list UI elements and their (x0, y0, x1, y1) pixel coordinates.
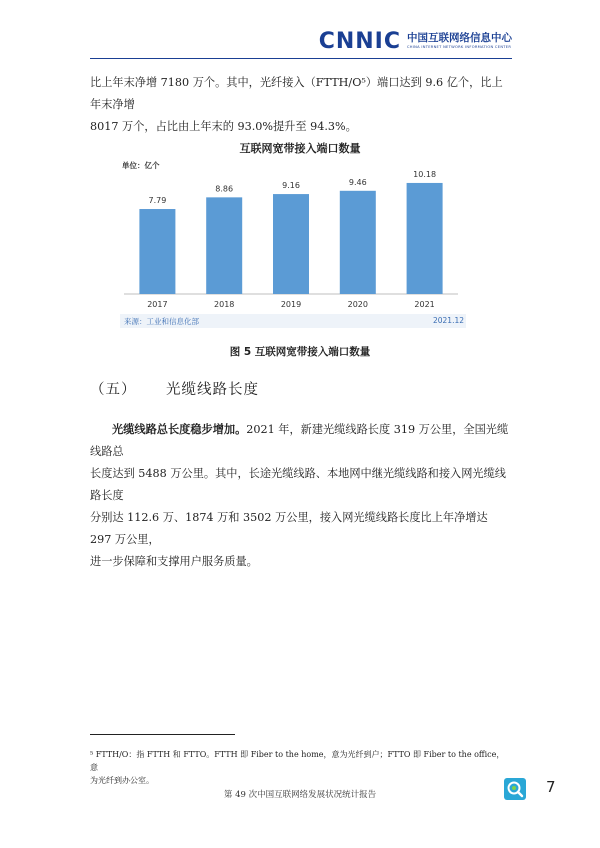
paragraph-1-line-2: 8017 万个，占比由上年末的 93.0%提升至 94.3%。 (90, 120, 357, 133)
chart-plot (120, 134, 480, 314)
footnote-rule (90, 734, 235, 735)
paragraph-1 (90, 72, 510, 138)
paragraph-2-lead: 光缆线路总长度稳步增加。 (112, 422, 247, 436)
page-number: 7 (546, 778, 556, 796)
x-tick-2017: 2017 (147, 300, 168, 309)
paragraph-2-line-4: 进一步保障和支撑用户服务质量。 (90, 555, 258, 568)
chart-source: 来源：工业和信息化部 (124, 317, 199, 326)
footnote (90, 748, 510, 787)
footer-report-title: 第 49 次中国互联网络发展状况统计报告 (223, 790, 377, 800)
chart-date: 2021.12 (432, 316, 464, 325)
footnote-line-1: ⁵ FTTH/O：指 FTTH 和 FTTO。FTTH 即 Fiber to the home，意为光纤到户；FTTO 即 Fiber to the office，意 (90, 750, 505, 772)
section-number: （五） (90, 382, 137, 398)
bar-2018 (206, 197, 242, 294)
paragraph-2-line-1 (90, 418, 510, 463)
figure-caption: 图 5 互联网宽带接入端口数量 (229, 346, 371, 358)
org-name-block (407, 32, 512, 50)
x-tick-2021: 2021 (414, 300, 435, 309)
x-tick-2019: 2019 (280, 300, 302, 309)
paragraph-1-line-1: 比上年末净增 7180 万个。其中，光纤接入（FTTH/O⁵）端口达到 9.6 亿个，比上年末净增 (90, 76, 503, 111)
paragraph-2 (90, 418, 510, 573)
footnote-line-2: 为光纤到办公室。 (90, 776, 154, 785)
chart-unit-label: 单位：亿个 (122, 161, 160, 170)
x-tick-2020: 2020 (347, 300, 368, 309)
org-name-cn: 中国互联网络信息中心 (407, 32, 512, 44)
x-tick-2018: 2018 (214, 300, 235, 309)
data-label-2017: 7.79 (148, 196, 167, 206)
paragraph-2-line-3: 分别达 112.6 万、1874 万和 3502 万公里，接入网光缆线路长度比上年净增达 297 万公里， (90, 511, 488, 546)
section-heading (90, 378, 259, 399)
bar-chart (120, 134, 480, 330)
data-label-2020: 9.46 (348, 177, 367, 187)
bar-2019 (273, 194, 309, 294)
data-label-2021: 10.18 (413, 169, 437, 179)
header-logo (319, 28, 512, 54)
bar-2021 (407, 183, 443, 294)
chart-source-bar (120, 314, 466, 328)
header-rule (90, 58, 512, 59)
cnnic-logo: CNNIC (318, 28, 401, 54)
data-label-2019: 9.16 (282, 181, 300, 191)
paragraph-2-line-2: 长度达到 5488 万公里。其中，长途光缆线路、本地网中继光缆线路和接入网光缆线路长度 (90, 467, 506, 502)
section-title: 光缆线路长度 (166, 382, 259, 398)
bar-2020 (340, 191, 376, 294)
magnifier-logo-icon (504, 778, 526, 800)
bar-2017 (139, 209, 175, 294)
paragraph-2-line-1-rest: 2021 年，新建光缆线路长度 319 万公里，全国光缆线路总 (90, 423, 509, 458)
data-label-2018: 8.86 (215, 184, 234, 194)
org-name-en: CHINA INTERNET NETWORK INFORMATION CENTER (407, 45, 512, 49)
chart-title: 互联网宽带接入端口数量 (239, 142, 361, 155)
